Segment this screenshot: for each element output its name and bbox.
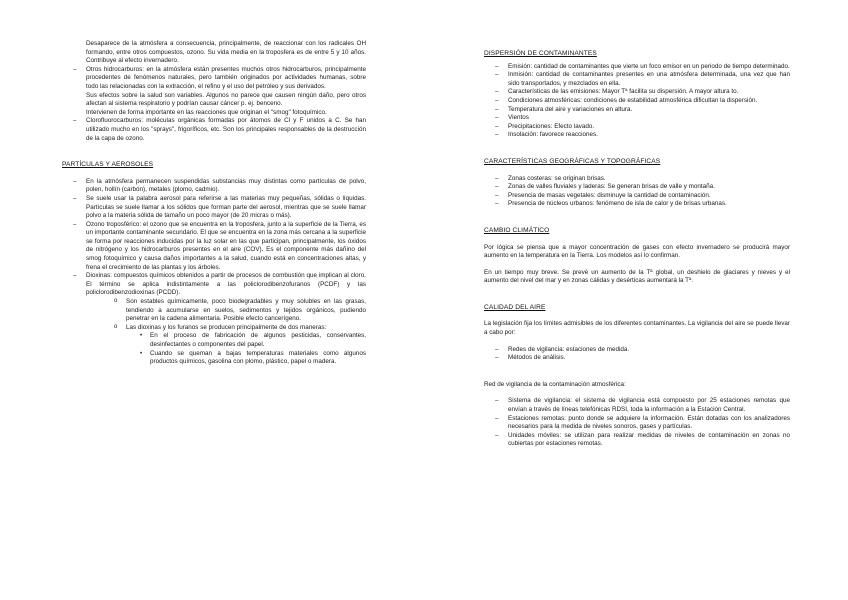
particulas-list bbox=[62, 178, 366, 367]
calidad-paragraph: La legislación fija los límites admisibles de los diferentes contaminantes. La vigilancia del aire se puede llevar a cabo por: bbox=[484, 320, 790, 337]
list-item-extra: Intervienen de forma importante en las reacciones que originan el "smog" fotoquímico. bbox=[86, 108, 327, 116]
intro-paragraph: Desaparece de la atmósfera a consecuencia, principalmente, de reaccionar con los radicales OH formando, entre otros compuestos, ozono. Su vida media en la troposfera es de entre 5 y 10 años. Contribuye al efecto invernadero. bbox=[86, 40, 366, 65]
geograficas-list bbox=[484, 175, 790, 209]
list-item-extra: Sus efectos sobre la salud son variables. Algunos no parece que causen ningún daño, pero otros afectan al sistema respiratorio y podrían causar cáncer p. ej. benceno. bbox=[86, 91, 366, 108]
list-item-otros-hidrocarburos bbox=[62, 66, 366, 118]
list-item: – En la atmósfera permanecen suspendidas substancias muy distintas como partículas de polvo, polen, hollín (carbón), metales (plomo, cadmio). bbox=[62, 178, 366, 195]
sublist-item bbox=[114, 324, 366, 367]
list-item-text: Otros hidrocarburos: en la atmósfera están presentes muchos otros hidrocarburos, principalmente procedentes de fenómenos naturales, pero también originados por actividades humanas, sobre todo las relacionadas con la extracción, el refino y el uso del petróleo y sus derivados. bbox=[86, 65, 366, 90]
list-item: – Precipitaciones: Efecto lavado. bbox=[484, 123, 790, 132]
section-heading-dispersion: DISPERSIÓN DE CONTAMINANTES bbox=[484, 50, 597, 57]
list-item: – Ozono troposférico: el ozono que se encuentra en la troposfera, junto a la superficie de la Tierra, es un importante contaminante secundario. El que se encuentra en la zona más cercana a la superficie se forma por reacciones inducidas por la luz solar en las que participan, principalmente, los óxidos de nitrógeno y los hidrocarburos presentes en el aire (COV). Es el componente más dañino del smog fotoquímico y causa daños importantes a la salud, cuando está en concentraciones altas, y frena el crecimiento de las plantas y los árboles. bbox=[62, 221, 366, 273]
list-item: – Presencia de núcleos urbanos: fenómeno de isla de calor y de brisas urbanas. bbox=[484, 200, 790, 209]
list-item: – Características de las emisiones: Mayor Tª facilita su dispersión. A mayor altura to. bbox=[484, 88, 790, 97]
list-item: – Unidades móviles: se utilizan para realizar medidas de niveles de contaminación en zonas no cubiertas por estaciones remotas. bbox=[484, 432, 790, 449]
list-item: – Sistema de vigilancia: el sistema de vigilancia está compuesto por 25 estaciones remotas que envían a través de líneas telefónicas RDSI, toda la información a la Estación Central. bbox=[484, 397, 790, 414]
list-item: – Insolación: favorece reacciones. bbox=[484, 131, 790, 140]
bullet-item: • Cuando se queman a bajas temperaturas materiales como algunos productos químicos, gasolina con plomo, plástico, papel o madera. bbox=[140, 350, 366, 367]
list-item: – Inmisión: cantidad de contaminantes presentes en una atmósfera determinada, una vez que han sido transportados, y mezclados en ella. bbox=[484, 71, 790, 88]
list-item: – Redes de vigilancia: estaciones de medida. bbox=[484, 346, 790, 355]
bullet-item: • En el proceso de fabricación de algunos pesticidas, conservantes, desinfectantes o componentes del papel. bbox=[140, 332, 366, 349]
cambio-paragraph-2: En un tiempo muy breve. Se prevé un aumento de la Tª global, un deshielo de glaciares y nieves y el aumento del nivel del mar y en zonas cálidas y desérticas aumentará la Tª. bbox=[484, 268, 790, 285]
section-heading-cambio-climatico: CAMBIO CLIMÁTICO bbox=[484, 226, 550, 234]
hydrocarbons-list bbox=[62, 66, 366, 143]
red-vigilancia-list bbox=[484, 397, 790, 449]
list-item: – Métodos de análisis. bbox=[484, 354, 790, 363]
list-item: – Estaciones remotas: punto donde se adquiere la información. Están dotadas con los analizadores necesarios para la medida de niveles sonoros, gases y partículas. bbox=[484, 415, 790, 432]
dispersion-list bbox=[484, 63, 790, 140]
list-item-text: Dioxinas: compuestos químicos obtenidos a partir de procesos de combustión que implican al cloro. El término se aplica indistintamente a las policlorodibenzofuranos (PCDF) y las policlorodibenzodioxinas (PCDD). bbox=[86, 272, 366, 297]
list-item: – Condiciones atmosféricas: condiciones de estabilidad atmosférica dificultan la dispersión. bbox=[484, 97, 790, 106]
list-item: – Se suele usar la palabra aerosol para referirse a las materias muy pequeñas, sólidas o líquidas. Partículas se suele llamar a los sólidos que forman parte del aerosol, mientras que se suele llamar polvo a la materia sólida de tamaño un poco mayor (de 20 micras o más). bbox=[62, 195, 366, 221]
section-heading-particulas: PARTÍCULAS Y AEROSOLES bbox=[62, 161, 154, 169]
list-item-clorofluorocarburos bbox=[62, 117, 366, 143]
list-item-dioxinas bbox=[62, 272, 366, 367]
sublist-item-text: Las dioxinas y los furanos se producen principalmente de dos maneras: bbox=[126, 323, 327, 331]
section-heading-geograficas: CARACTERÍSTICAS GEOGRÁFICAS Y TOPOGRÁFICAS bbox=[484, 157, 661, 165]
dioxinas-ways-list bbox=[126, 332, 366, 366]
left-column bbox=[62, 40, 366, 367]
list-item: – Zonas de valles fluviales y laderas: Se generan brisas de valle y montaña. bbox=[484, 183, 790, 192]
list-item: – Presencia de masas vegetales: disminuye la cantidad de contaminación. bbox=[484, 192, 790, 201]
list-item: – Zonas costeras: se originan brisas. bbox=[484, 175, 790, 184]
dioxinas-sublist bbox=[86, 298, 366, 367]
list-item: – Vientos bbox=[484, 114, 790, 123]
cambio-paragraph-1: Por lógica se piensa que a mayor concentración de gases con efecto invernadero se producirá mayor aumento en la temperatura en la Tierra. Los modelos así lo confirman. bbox=[484, 243, 790, 260]
list-item: – Temperatura del aire y variaciones en altura. bbox=[484, 106, 790, 115]
calidad-list bbox=[484, 346, 790, 363]
red-vigilancia-title: Red de vigilancia de la contaminación atmosférica: bbox=[484, 380, 626, 388]
right-column bbox=[484, 40, 790, 449]
list-item: – Emisión: cantidad de contaminantes que vierte un foco emisor en un periodo de tiempo determinado. bbox=[484, 63, 790, 72]
sublist-item: o Son estables químicamente, poco biodegradables y muy solubles en las grasas, tendiendo a acumularse en suelos, sedimentos y tejidos orgánicos, pudiendo penetrar en la cadena alimentaria. Posible efecto cancerígeno. bbox=[114, 298, 366, 324]
section-heading-calidad-aire: CALIDAD DEL AIRE bbox=[484, 303, 546, 311]
list-item-text: Clorofluorocarburos: moléculas orgánicas formadas por átomos de Cl y F unidos a C. Se han utilizado mucho en los "sprays", frigoríficos, etc. Son los principales responsables de la destrucción de la capa de ozono. bbox=[86, 117, 366, 142]
